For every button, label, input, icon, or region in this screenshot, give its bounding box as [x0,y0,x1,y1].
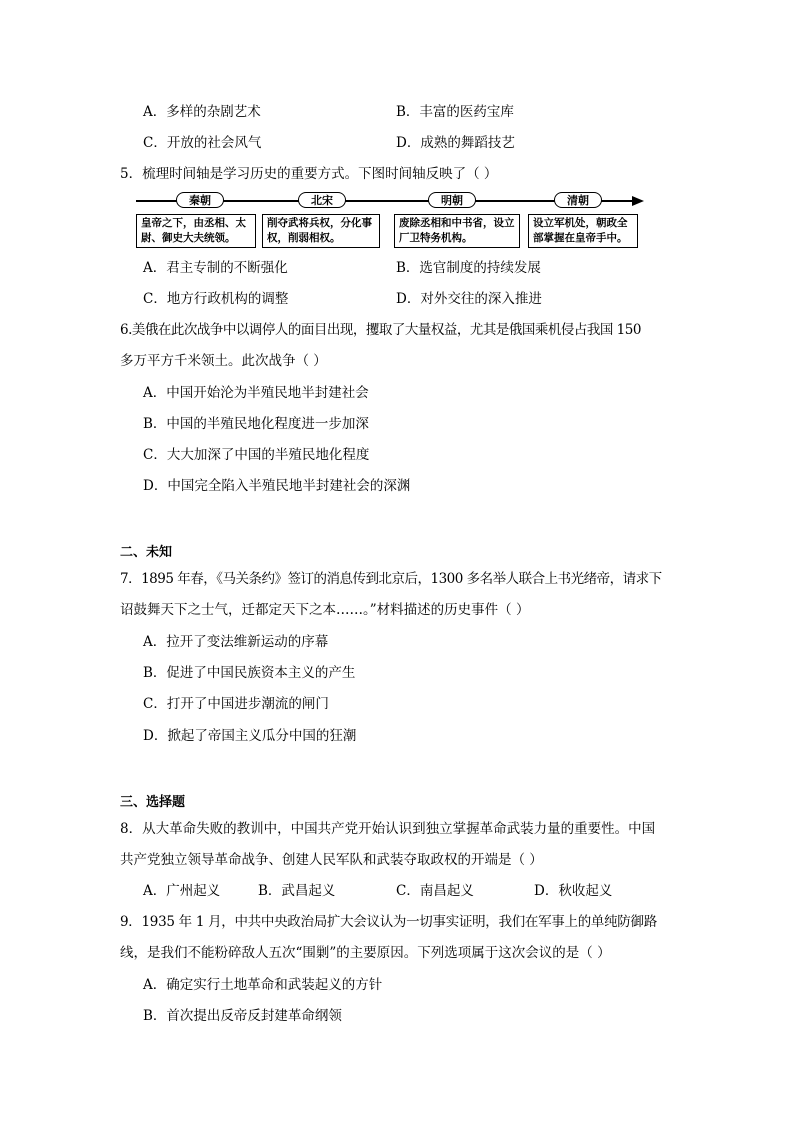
timeline-label-beisong: 北宋 [298,192,346,208]
q9-stem-line2: 线，是我们不能粉碎敌人五次“围剿”的主要原因。下列选项属于这次会议的是（ ） [120,945,611,961]
q4-option-d: D．成熟的舞蹈技艺 [396,135,515,151]
q9-stem-line1: 9．1935 年 1 月，中共中央政治局扩大会议认为一切事实证明，我们在军事上的单纯防御路 [120,914,657,930]
q8-stem-line2: 共产党独立领导革命战争、创建人民军队和武装夺取政权的开端是（ ） [120,852,543,868]
section-title-unknown: 二、未知 [120,545,173,560]
q7-option-d: D．掀起了帝国主义瓜分中国的狂潮 [143,728,357,744]
timeline-box-qing: 设立军机处，朝政全部掌握在皇帝手中。 [528,214,638,248]
q6-stem-line1: 6.美俄在此次战争中以调停人的面目出现，攫取了大量权益，尤其是俄国乘机侵占我国 150 [120,322,641,338]
section-title-choice: 三、选择题 [120,795,186,810]
q5-option-a: A．君主专制的不断强化 [143,260,288,276]
q5-option-b: B．选官制度的持续发展 [396,260,541,276]
timeline-box-beisong: 削夺武将兵权，分化事权，削弱相权。 [262,214,380,248]
q8-option-a: A．广州起义 [143,883,221,899]
q9-option-b: B．首次提出反帝反封建革命纲领 [143,1008,342,1024]
timeline-label-qing: 清朝 [554,192,602,208]
timeline-label-ming: 明朝 [428,192,476,208]
q4-option-c: C．开放的社会风气 [143,135,262,151]
q4-option-a: A．多样的杂剧艺术 [143,104,261,120]
q5-stem: 5．梳理时间轴是学习历史的重要方式。下图时间轴反映了（ ） [120,166,498,182]
timeline-box-qin: 皇帝之下，由丞相、太尉、御史大夫统领。 [136,214,256,248]
q6-option-c: C．大大加深了中国的半殖民地化程度 [143,447,370,463]
q7-option-b: B．促进了中国民族资本主义的产生 [143,665,356,681]
q8-stem-line1: 8．从大革命失败的教训中，中国共产党开始认识到独立掌握革命武装力量的重要性。中国 [120,821,656,837]
timeline-box-ming: 废除丞相和中书省，设立厂卫特务机构。 [394,214,520,248]
q7-stem-line2: 诏鼓舞天下之士气，迁都定天下之本……。”材料描述的历史事件（ ） [120,602,530,618]
q5-timeline [136,190,646,254]
timeline-label-qin: 秦朝 [176,192,224,208]
q8-option-c: C．南昌起义 [396,883,474,899]
q4-option-b: B．丰富的医药宝库 [396,104,514,120]
q8-option-d: D．秋收起义 [534,883,613,899]
q5-option-c: C．地方行政机构的调整 [143,291,289,307]
q8-option-b: B．武昌起义 [258,883,336,899]
q6-option-b: B．中国的半殖民地化程度进一步加深 [143,416,369,432]
q9-option-a: A．确定实行土地革命和武装起义的方针 [143,977,383,993]
q7-stem-line1: 7．1895 年春，《马关条约》签订的消息传到北京后，1300 多名举人联合上书光绪帝，请求下 [120,571,662,587]
q6-option-d: D．中国完全陷入半殖民地半封建社会的深渊 [143,478,411,494]
q6-option-a: A．中国开始沦为半殖民地半封建社会 [143,385,369,401]
q5-option-d: D．对外交往的深入推进 [396,291,542,307]
q6-stem-line2: 多万平方千米领土。此次战争（ ） [120,353,327,369]
q7-option-a: A．拉开了变法维新运动的序幕 [143,634,329,650]
q7-option-c: C．打开了中国进步潮流的闸门 [143,696,329,712]
